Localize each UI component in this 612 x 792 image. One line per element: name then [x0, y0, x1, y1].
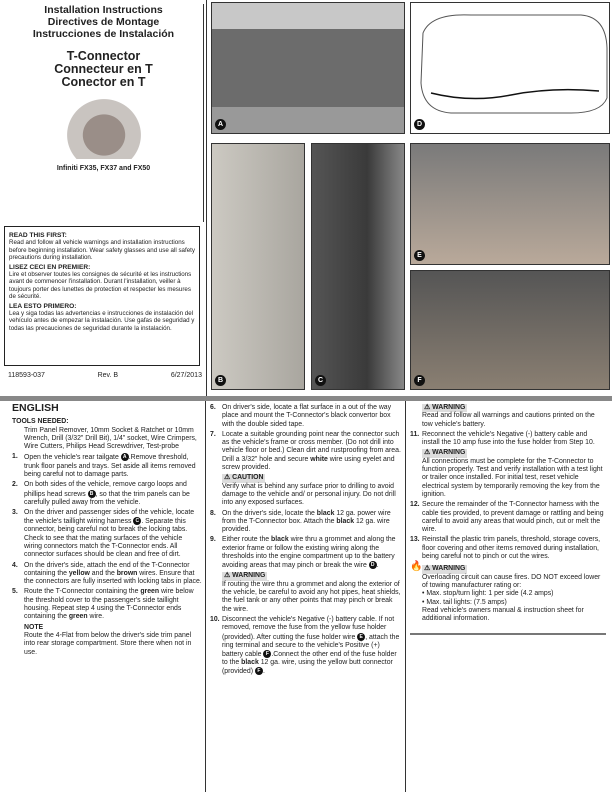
bold-term: green: [68, 613, 88, 621]
column-3: [410, 402, 606, 635]
title-fr: Directives de Montage: [47, 16, 160, 28]
fire-icon: 🔥: [410, 561, 423, 573]
warning-label: ⚠ CAUTION: [224, 474, 264, 482]
step-number: 6.: [210, 404, 216, 411]
text-run: Either route the: [222, 536, 272, 544]
step-item: [210, 616, 402, 677]
text-run: wires. Ensure that the connectors are fully inserted with locking tabs in place.: [24, 569, 202, 586]
read-first-fr: Lire et observer toutes les consignes de sécurité et les instructions avant de commencer l'installation. Durant l'installation, veiller à toujours porter des lunettes de protection et respecter les mesures de sécurité.: [9, 271, 192, 301]
figure-ref-badge: F: [263, 650, 271, 658]
revision: Rev. B: [97, 372, 119, 379]
step-item: [12, 481, 202, 507]
warning-label: ⚠ WARNING: [224, 572, 266, 580]
language-heading: ENGLISH: [12, 402, 59, 414]
step-item: [210, 510, 402, 535]
vehicle-image: [67, 99, 141, 159]
step-item: [410, 431, 606, 448]
step-number: 9.: [210, 536, 216, 544]
photo-a-tailgate: [211, 2, 405, 134]
text-run: 12 ga. power wire from the T-Connector box. Attach the: [222, 509, 391, 525]
warning-label: ⚠ WARNING: [424, 404, 466, 411]
bold-term: yellow: [68, 569, 90, 577]
read-first-fr-heading: LISEZ CECI EN PREMIER:: [9, 263, 91, 271]
product-fr: Connecteur en T: [54, 62, 153, 76]
diagram-d-wire-route: [410, 2, 610, 134]
warning-label: ⚠ WARNING: [424, 565, 466, 573]
step-item: [12, 588, 202, 621]
warning-text: CAUTION: [232, 474, 264, 482]
doc-footer: [8, 372, 202, 379]
warning-text: WARNING: [232, 572, 266, 580]
column-2: [210, 402, 402, 677]
vehicle-models: Infiniti FX35, FX37 and FX50: [56, 165, 151, 172]
bold-term: white: [310, 455, 328, 463]
text-run: .: [376, 562, 379, 570]
text-run: Reconnect the vehicle's Negative (-) battery cable and install the 10 amp fuse into the fuse holder from Step 10.: [422, 430, 595, 447]
text-run: and the: [89, 569, 117, 577]
step-item: [12, 453, 202, 479]
date: 6/27/2013: [170, 372, 202, 379]
text-run: .: [262, 668, 265, 676]
photo-label: A: [215, 119, 226, 130]
end-rule: [410, 633, 606, 635]
text-run: On the driver's side, attach the end of the T-Connector containing the: [24, 561, 190, 577]
step-text: [422, 501, 606, 534]
step-number: 7.: [210, 430, 216, 438]
step-text: [422, 431, 606, 448]
step-text: [222, 510, 402, 535]
photo-label: E: [414, 250, 425, 261]
step-number: 2.: [12, 481, 18, 489]
title-en: Installation Instructions: [44, 4, 163, 16]
photo-label: F: [414, 375, 425, 386]
step-text: [24, 509, 202, 560]
step-text: [422, 536, 606, 561]
warning-body: If routing the wire thru a grommet and along the exterior of the vehicle, be careful to avoid any hot pipes, heat shields, the fuel tank or any other points that may pinch or break the wire.: [222, 580, 401, 613]
step-number: 4.: [12, 561, 18, 569]
step-text: [222, 431, 402, 472]
step-text: [222, 616, 402, 677]
warning-body: All connections must be complete for the T-Connector to function properly. Test and verify installation with a test light or trailer once installed. For initial test, reset vehicle electrical system by temporarily removing the key from the ignition.: [422, 457, 603, 498]
section-rule: [0, 396, 612, 401]
figure-ref-badge: A: [121, 453, 129, 461]
photo-f-battery-connection: [410, 270, 610, 390]
step-number: 3.: [12, 508, 18, 516]
text-run: On the driver and passenger sides of the vehicle, locate the vehicle's taillight wiring harness: [24, 508, 195, 526]
text-run: On the driver's side, locate the: [222, 509, 317, 517]
step-item: [210, 431, 402, 472]
bold-term: black: [336, 517, 355, 525]
bold-term: black: [316, 509, 335, 517]
text-run: .Remove threshold, trunk floor panels and trays. Set aside all items removed being careful not to damage parts.: [24, 454, 196, 478]
text-run: , attach the ring terminal and secure to the vehicle's Positive (+) battery cable: [222, 633, 400, 658]
figure-ref-badge: D: [369, 561, 377, 569]
text-run: 12 ga. wire, using the yellow butt connector (provided): [222, 659, 393, 676]
step-item: [410, 501, 606, 534]
step-number: 8.: [210, 509, 216, 517]
read-first-en: Read and follow all vehicle warnings and installation instructions before beginning installation. Wear safety glasses and use all safety precautions during installation.: [9, 239, 195, 262]
step-text: [222, 536, 402, 570]
column-1: [12, 404, 202, 657]
step-item: [210, 404, 402, 429]
figure-ref-badge: F: [255, 667, 263, 675]
read-first-es: Lea y siga todas las advertencias e instrucciones de instalación del vehículo antes de empezar la instalación. Use gafas de seguridad y todas las precauciones de seguridad durante la instalación.: [9, 310, 195, 332]
text-run: Locate a suitable grounding point near the connector such as the vehicle's frame or cross member. (Do not drill into vehicle floor or bed.) Clean dirt and rustproofing from area. Drill a 3/32" hole and secure: [222, 430, 401, 463]
warning-block: [210, 570, 402, 613]
step-item: [12, 562, 202, 587]
step-text: [24, 453, 202, 479]
text-run: .Connect the other end of the fuse holder to the: [222, 650, 397, 667]
warning-body: Verify what is behind any surface prior to drilling to avoid damage to the vehicle and/ or personal injury. Do not drill into any exposed surfaces.: [222, 482, 396, 507]
fire-text: • Max. tail lights: (7.5 amps): [422, 598, 507, 606]
photo-label: D: [414, 119, 425, 130]
text-run: Disconnect the vehicle's Negative (-) battery cable. If not removed, remove the fuse from the yellow fuse holder (provided). After cutting the fuse holder wire: [222, 615, 395, 641]
text-run: wire thru a grommet and along the exterior frame or follow the existing wiring along the thresholds into the engine compartment up to the battery avoiding areas that may pinch or break the wire: [222, 536, 396, 570]
warning-block: [410, 447, 606, 499]
step-number: 1.: [12, 453, 18, 461]
text-run: wire using eyelet and screw provided.: [222, 455, 395, 472]
product-en: T-Connector: [66, 49, 141, 63]
step-text: [24, 562, 202, 587]
read-first-box: [4, 226, 200, 366]
step-number: 10.: [210, 615, 220, 623]
step-number: 11.: [410, 430, 420, 438]
warning-text: WARNING: [432, 404, 466, 411]
bold-term: black: [271, 536, 289, 544]
tools-heading: TOOLS NEEDED:: [12, 418, 69, 426]
step-text: [24, 588, 202, 621]
tools-list: Trim Panel Remover, 10mm Socket & Ratchet or 10mm Wrench, Drill (3/32" Drill Bit), 1/4" socket, Wire Crimpers, Wire Cutters, Philips Head Screwdriver, Test-probe: [24, 426, 197, 451]
photo-label: C: [315, 375, 326, 386]
step-text: [24, 481, 202, 507]
text-run: , so that the trim panels can be carefully pulled away from the vehicle.: [24, 490, 190, 506]
figure-ref-badge: E: [357, 633, 365, 641]
text-run: On driver's side, locate a flat surface in a out of the way place and mount the T-Connector's black convertor box with the double sided tape.: [222, 404, 392, 428]
part-number: 118593-037: [8, 372, 45, 379]
figure-ref-badge: C: [133, 517, 141, 525]
photo-b-trim-panel: [211, 143, 305, 390]
photo-e-cut-fuse-wire: [410, 143, 610, 265]
divider: [206, 0, 207, 396]
text-run: Route the T-Connector containing the: [24, 588, 141, 596]
note-text: Route the 4-Flat from below the driver's side trim panel into rear storage compartment. Store there when not in use.: [24, 631, 192, 656]
text-run: Reinstall the plastic trim panels, threshold, storage covers, floor covering and other items removed during installation, being careful not to pinch or cut the wires.: [422, 536, 601, 561]
step-item: [12, 509, 202, 560]
divider: [405, 401, 406, 792]
step-number: 5.: [12, 588, 18, 596]
fire-warning: [410, 563, 606, 623]
step-item: [210, 536, 402, 570]
fire-text: Overloading circuit can cause fires. DO NOT exceed lower of towing manufacturer rating or:: [422, 573, 601, 589]
step-number: 13.: [410, 536, 420, 544]
fire-text: Read vehicle's owners manual & instruction sheet for additional information.: [422, 606, 584, 623]
text-run: . Separate this connector, being careful not to break the locking tabs. Check to see that the mating surfaces of the vehicle wiring connectors match the T-Connector ends. All connector surfaces should be clean and free of dirt.: [24, 518, 188, 559]
text-run: 12 ga. wire provided.: [222, 517, 390, 534]
photo-c-wiring-harness: [311, 143, 405, 390]
bold-term: brown: [116, 569, 138, 577]
title-es: Instrucciones de Instalación: [32, 28, 175, 40]
read-first-en-heading: READ THIS FIRST:: [9, 232, 67, 239]
bold-term: black: [241, 659, 259, 667]
text-run: On both sides of the vehicle, remove cargo loops and phillips head screws: [24, 481, 187, 498]
step-item: [410, 536, 606, 561]
warning-label: ⚠ WARNING: [424, 449, 466, 457]
title-block: [4, 4, 204, 222]
warning-body: Read and follow all warnings and cautions printed on the tow vehicle's battery.: [422, 412, 595, 428]
note-heading: NOTE: [24, 623, 44, 631]
figure-ref-badge: B: [88, 490, 96, 498]
text-run: Open the vehicle's rear tailgate: [24, 454, 121, 462]
text-run: Secure the remainder of the T-Connector harness with the cable ties provided, to prevent damage or rattling and being careful to avoid any areas that would pinch, cut or melt the wire.: [422, 501, 604, 534]
warning-text: WARNING: [432, 565, 466, 573]
photo-label: B: [215, 375, 226, 386]
warning-block: [410, 402, 606, 429]
warning-block: [210, 472, 402, 507]
text-run: wire.: [87, 613, 105, 621]
fire-text: • Max. stop/turn light: 1 per side (4.2 amps): [422, 590, 554, 598]
divider: [205, 401, 206, 792]
step-text: [222, 404, 402, 429]
text-run: wire below the threshold cover to the passenger's side taillight housing. Repeat step 4 using the T-Connector ends containing the: [24, 588, 194, 621]
step-number: 12.: [410, 501, 420, 509]
bold-term: green: [140, 588, 160, 596]
warning-text: WARNING: [432, 449, 466, 457]
read-first-es-heading: LEA ESTO PRIMERO:: [9, 302, 77, 310]
product-es: Conector en T: [61, 75, 146, 89]
